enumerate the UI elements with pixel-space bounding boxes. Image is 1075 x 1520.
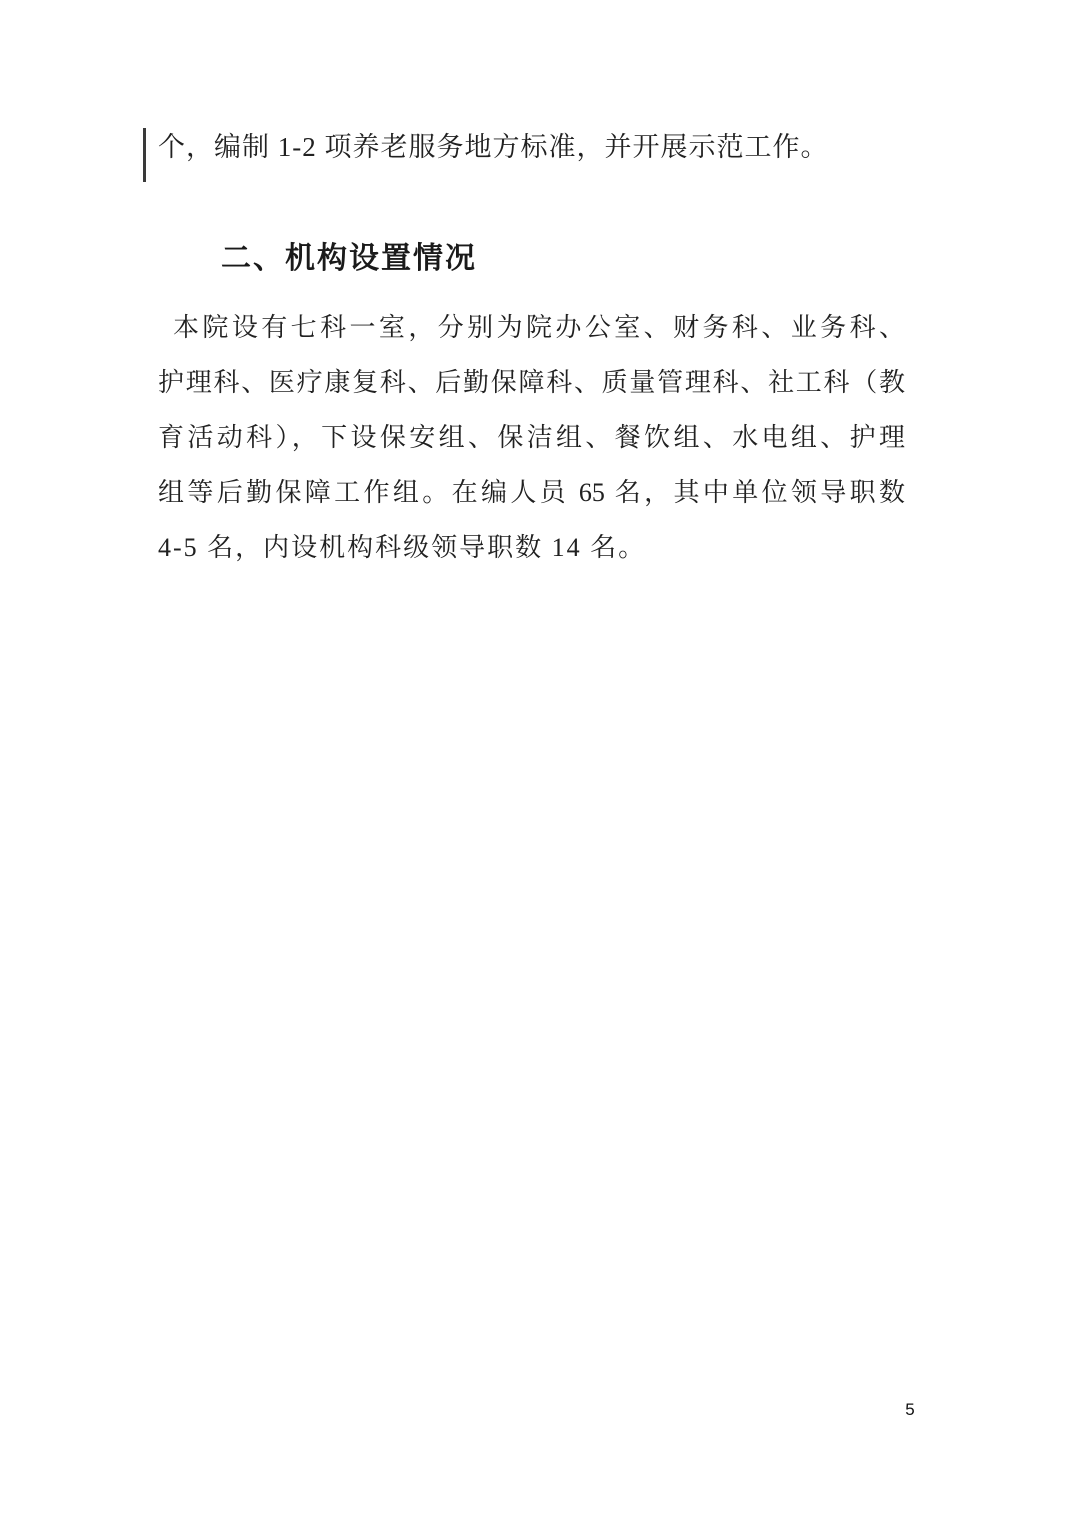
body-paragraph-line: 组等后勤保障工作组。在编人员 65 名，其中单位领导职数 (158, 478, 905, 507)
body-paragraph-line: 4-5 名，内设机构科级领导职数 14 名。 (158, 533, 647, 562)
body-paragraph-line: 本院设有七科一室，分别为院办公室、财务科、业务科、 (173, 313, 905, 342)
revision-change-bar (143, 128, 146, 182)
body-paragraph (158, 300, 905, 575)
paragraph-continuation-line: 个，编制 1-2 项养老服务地方标准，并开展示范工作。 (158, 132, 829, 162)
page-number: 5 (905, 1400, 915, 1419)
section-heading: 二、机构设置情况 (221, 242, 477, 275)
body-paragraph-line: 育活动科），下设保安组、保洁组、餐饮组、水电组、护理 (158, 423, 905, 452)
body-paragraph-line: 护理科、医疗康复科、后勤保障科、质量管理科、社工科（教 (158, 368, 905, 397)
